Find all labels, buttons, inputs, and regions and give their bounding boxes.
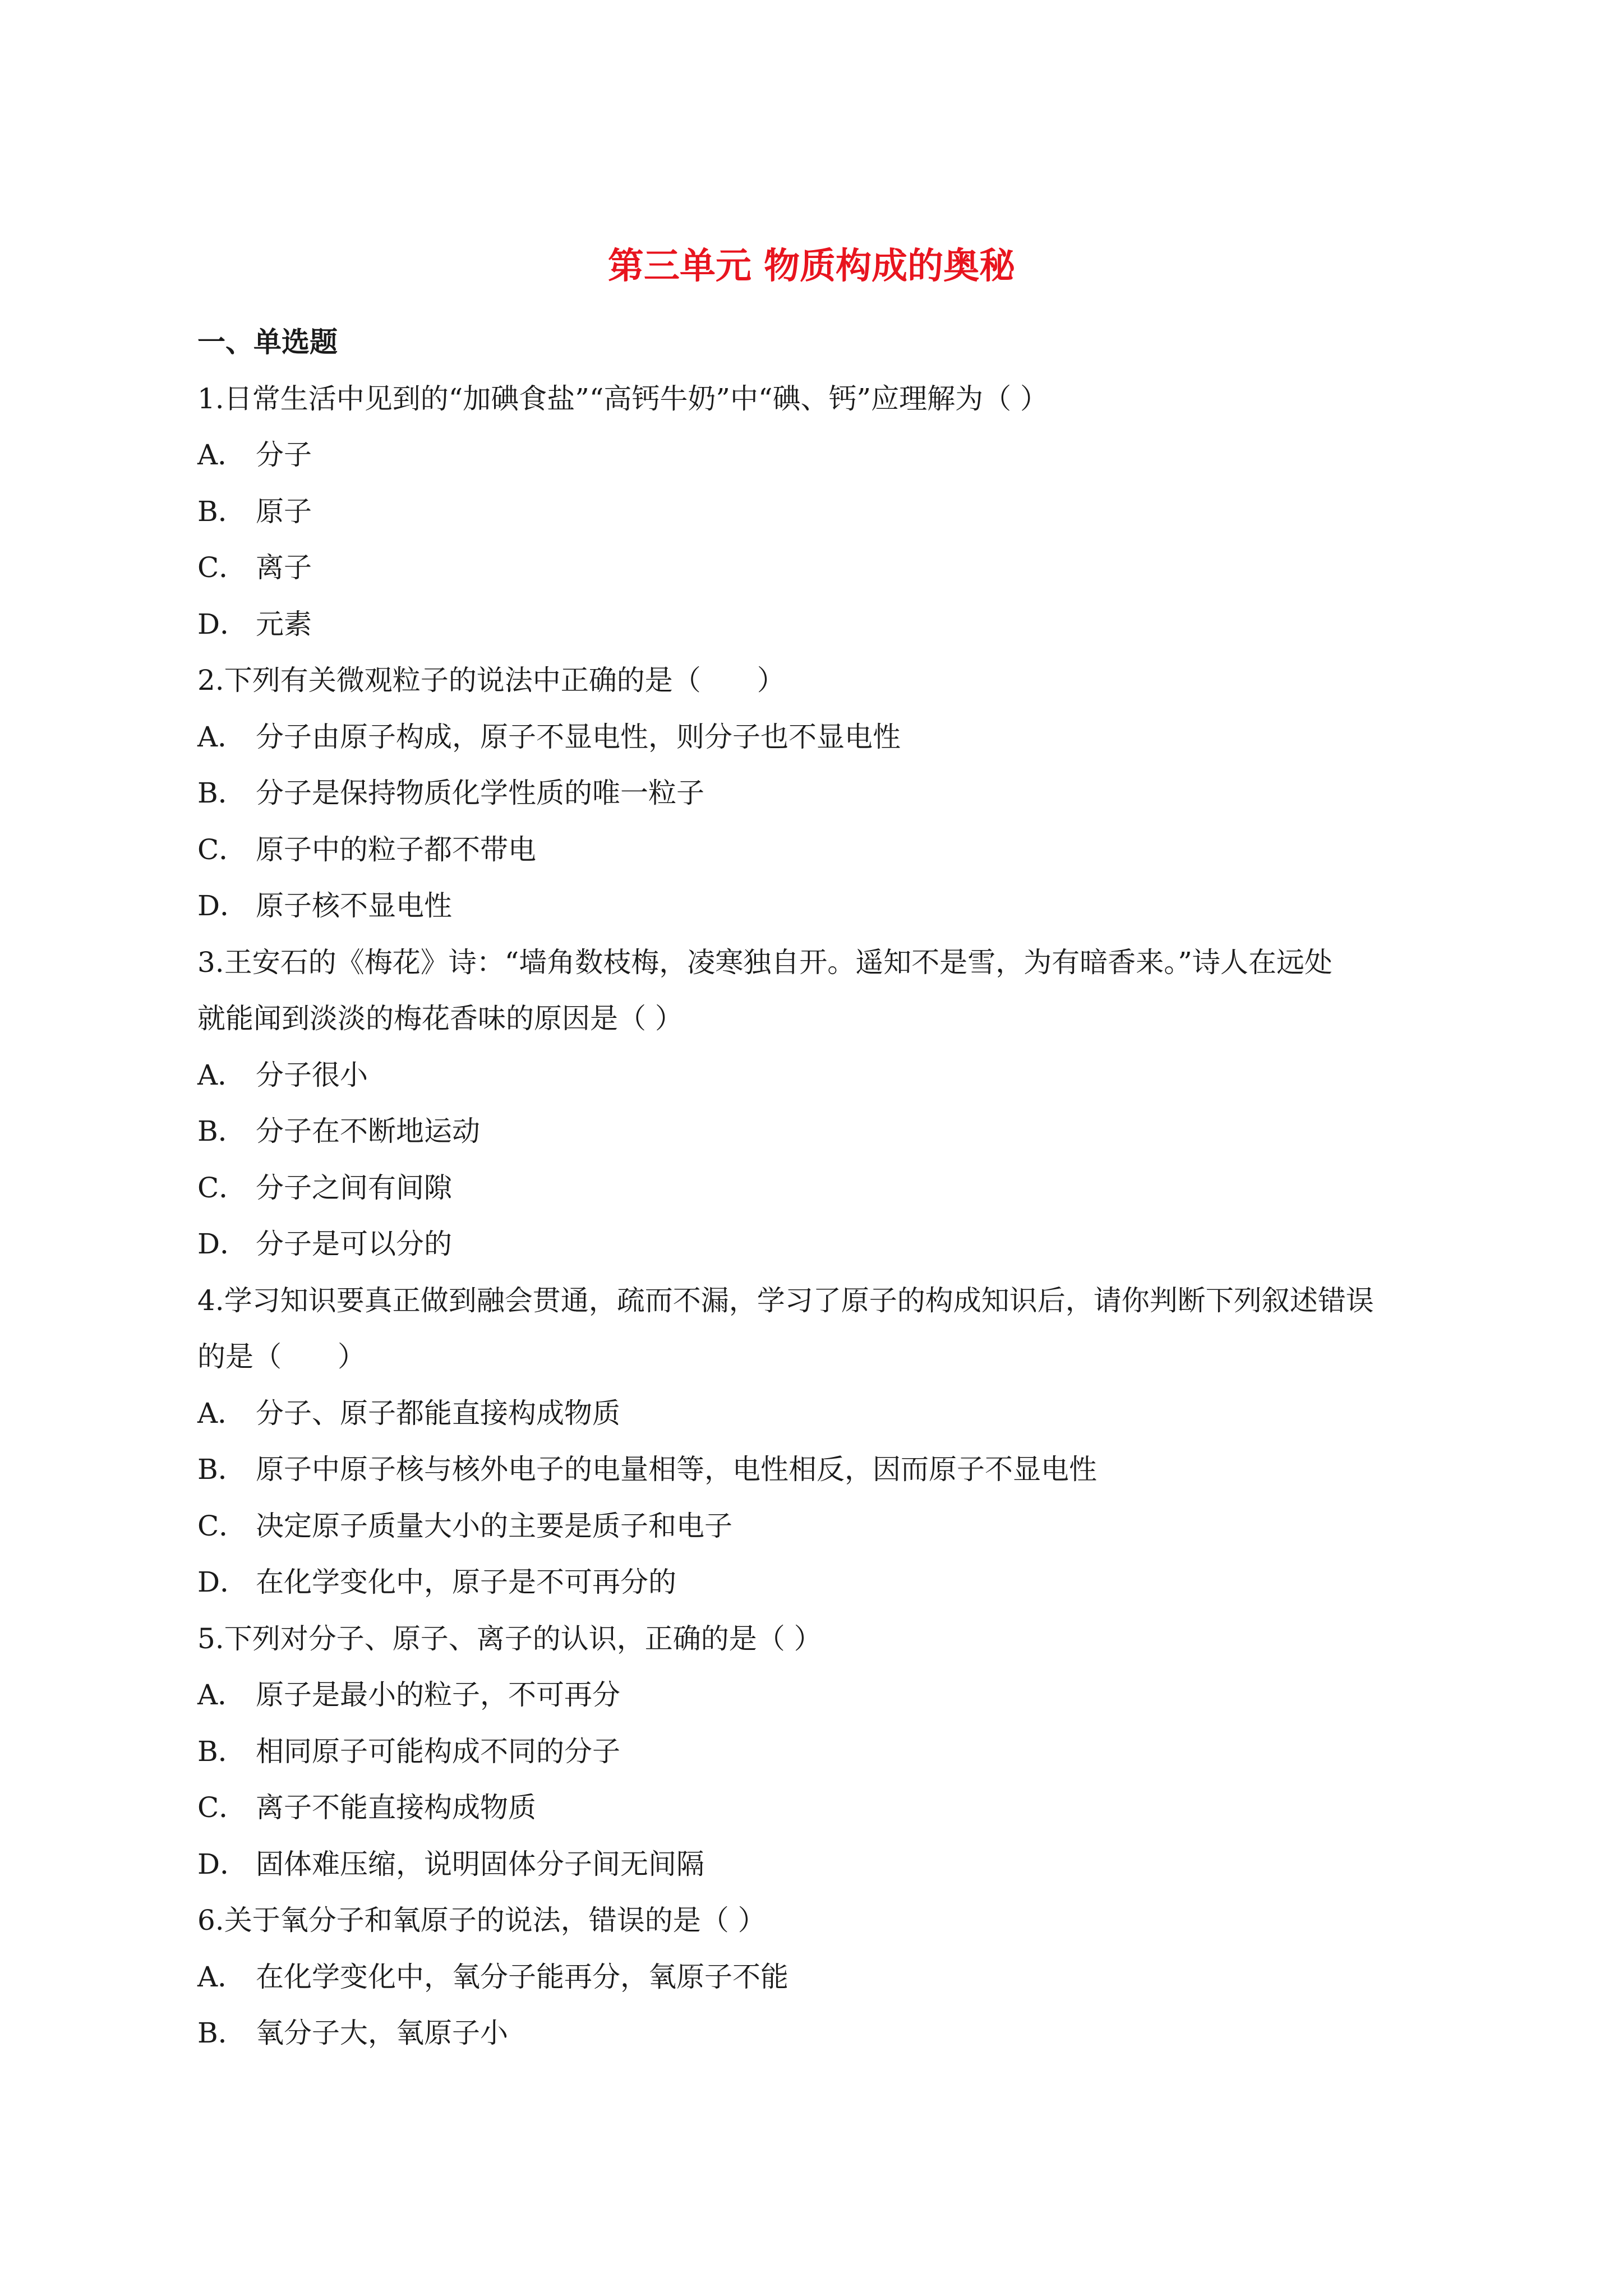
answer-option — [197, 830, 536, 869]
question-stem: 4.学习知识要真正做到融会贯通，疏而不漏，学习了原子的构成知识后，请你判断下列叙述错误 — [197, 1284, 1374, 1317]
option-letter: B． — [197, 777, 246, 809]
option-letter: B． — [197, 495, 246, 528]
document-title: 第三单元 物质构成的奥秘 — [607, 246, 1016, 287]
option-text: 原子是最小的粒子，不可再分 — [256, 1679, 620, 1711]
question-stem: 就能闻到淡淡的梅花香味的原因是（ ） — [197, 1002, 683, 1035]
option-text: 原子中的粒子都不带电 — [256, 833, 536, 866]
option-text: 分子 — [256, 439, 312, 471]
option-letter: A． — [197, 1679, 246, 1711]
option-letter: D． — [197, 1566, 248, 1598]
question-stem: 1.日常生活中见到的“加碘食盐”“高钙牛奶”中“碘、钙”应理解为（ ） — [197, 382, 1048, 415]
answer-option — [197, 548, 312, 587]
option-text: 元素 — [256, 607, 312, 640]
option-text: 离子 — [256, 551, 312, 584]
answer-option — [197, 1957, 789, 1997]
option-letter: C． — [197, 1509, 247, 1542]
answer-option — [197, 1788, 536, 1827]
option-letter: D． — [197, 889, 248, 922]
answer-option — [197, 2013, 508, 2053]
answer-option — [197, 1675, 620, 1714]
answer-option — [197, 1450, 1097, 1489]
option-text: 分子、原子都能直接构成物质 — [256, 1396, 620, 1430]
option-text: 在化学变化中，氧分子能再分，氧原子不能 — [256, 1960, 789, 1993]
option-text: 相同原子可能构成不同的分子 — [256, 1735, 620, 1768]
answer-option — [197, 492, 312, 531]
option-text: 原子核不显电性 — [256, 889, 452, 922]
answer-option — [197, 1845, 704, 1884]
option-letter: A． — [197, 1396, 246, 1430]
option-letter: A． — [197, 1058, 246, 1091]
section-heading: 一、单选题 — [197, 326, 338, 358]
option-letter: C． — [197, 551, 247, 584]
option-text: 决定原子质量大小的主要是质子和电子 — [256, 1509, 732, 1542]
option-text: 分子在不断地运动 — [256, 1115, 480, 1147]
option-letter: D． — [197, 1847, 248, 1880]
option-text: 分子很小 — [256, 1058, 368, 1091]
option-letter: A． — [197, 1960, 246, 1993]
question-stem: 3.王安石的《梅花》诗：“墙角数枝梅，凌寒独自开。遥知不是雪，为有暗香来。”诗人在远处 — [197, 946, 1332, 979]
option-letter: C． — [197, 1171, 247, 1204]
question-stem: 5.下列对分子、原子、离子的认识，正确的是（ ） — [197, 1622, 822, 1655]
answer-option — [197, 1168, 452, 1207]
answer-option — [197, 605, 312, 644]
answer-option — [197, 1394, 620, 1433]
option-letter: B． — [197, 1453, 246, 1486]
answer-option — [197, 1055, 368, 1095]
answer-option — [197, 1506, 732, 1546]
answer-option — [197, 1224, 452, 1264]
option-text: 原子中原子核与核外电子的电量相等，电性相反，因而原子不显电性 — [256, 1453, 1097, 1486]
option-letter: C． — [197, 1791, 247, 1824]
option-text: 分子由原子构成，原子不显电性，则分子也不显电性 — [256, 720, 901, 753]
option-text: 在化学变化中，原子是不可再分的 — [256, 1566, 676, 1598]
option-letter: C． — [197, 833, 247, 866]
question-stem: 2.下列有关微观粒子的说法中正确的是（ ） — [197, 664, 785, 697]
answer-option — [197, 1562, 676, 1602]
answer-option — [197, 1112, 480, 1151]
option-text: 分子之间有间隙 — [256, 1171, 452, 1204]
answer-option — [197, 886, 452, 925]
option-letter: B． — [197, 1735, 246, 1768]
option-letter: D． — [197, 1228, 248, 1260]
option-text: 离子不能直接构成物质 — [256, 1791, 536, 1824]
option-letter: A． — [197, 720, 246, 753]
answer-option — [197, 1732, 620, 1771]
option-text: 原子 — [256, 495, 312, 528]
answer-option — [197, 773, 704, 813]
option-text: 氧分子大，氧原子小 — [256, 2017, 508, 2049]
answer-option — [197, 717, 901, 757]
option-text: 分子是保持物质化学性质的唯一粒子 — [256, 777, 704, 809]
option-text: 固体难压缩，说明固体分子间无间隔 — [256, 1847, 704, 1880]
option-letter: B． — [197, 2017, 246, 2049]
option-text: 分子是可以分的 — [256, 1228, 452, 1260]
option-letter: A． — [197, 439, 246, 471]
question-stem: 6.关于氧分子和氧原子的说法，错误的是（ ） — [197, 1904, 766, 1937]
option-letter: D． — [197, 607, 248, 640]
question-stem: 的是（ ） — [197, 1340, 366, 1373]
option-letter: B． — [197, 1115, 246, 1147]
answer-option — [197, 435, 312, 474]
